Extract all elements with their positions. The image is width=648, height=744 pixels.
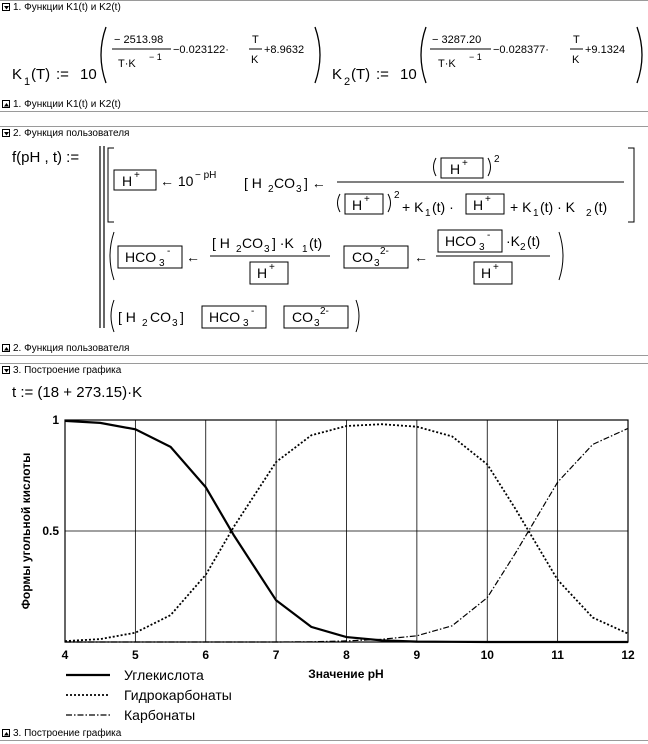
region-2-header[interactable]	[0, 126, 648, 140]
svg-text:H: H	[450, 161, 461, 177]
svg-text:+: +	[134, 170, 140, 181]
k2-den-exp: − 1	[469, 52, 482, 62]
region-2-footer-title: 2. Функция пользователя	[13, 343, 130, 354]
x-tick-label: 9	[413, 648, 421, 662]
svg-text:(t): (t)	[309, 235, 323, 251]
svg-text:1: 1	[302, 244, 308, 255]
k2-denominator: T·K	[438, 58, 456, 70]
svg-text:+: +	[462, 158, 468, 169]
region-3-footer-title: 3. Построение графика	[13, 728, 122, 739]
region-3-header[interactable]	[0, 363, 648, 377]
svg-text:2-: 2-	[380, 246, 389, 257]
svg-text:+: +	[493, 262, 499, 273]
svg-text:←: ←	[186, 249, 200, 265]
k1-den-exp: − 1	[149, 52, 162, 62]
k2-base: 10	[400, 66, 417, 83]
y-axis-label: Формы угольной кислоты	[19, 452, 33, 610]
x-tick-label: 6	[202, 648, 210, 662]
chart-legend	[66, 667, 232, 723]
svg-text:2: 2	[236, 244, 242, 255]
k2-numerator: − 3287.20	[432, 34, 482, 46]
svg-text:] ←: ] ←	[304, 175, 326, 191]
svg-text:+: +	[485, 194, 491, 205]
svg-text:2: 2	[586, 208, 592, 219]
user-function-program[interactable]	[0, 142, 648, 338]
svg-text:H: H	[122, 173, 133, 189]
svg-text:2: 2	[142, 318, 148, 329]
chart-grid	[65, 420, 628, 642]
region-1-title: 1. Функции K1(t) и K2(t)	[13, 2, 121, 13]
expand-triangle-icon[interactable]	[2, 729, 10, 737]
k1-assign: :=	[56, 66, 69, 83]
region-3-title: 3. Построение графика	[13, 365, 122, 376]
k2-t-num: T	[573, 34, 580, 46]
k2-arg: (T)	[351, 66, 371, 83]
k1-arg: (T)	[31, 66, 51, 83]
svg-text:(t): (t)	[527, 233, 541, 249]
species-chart[interactable]	[0, 405, 648, 723]
svg-text:-: -	[487, 230, 491, 241]
legend-label: Углекислота	[124, 667, 204, 683]
k1-t-num: T	[252, 34, 259, 46]
k1-base: 10	[80, 66, 97, 83]
svg-text:[ H: [ H	[244, 175, 262, 191]
collapse-triangle-icon[interactable]	[2, 3, 10, 11]
svg-text:3: 3	[479, 242, 485, 253]
x-tick-label: 10	[480, 648, 494, 662]
svg-text:CO: CO	[352, 249, 373, 265]
svg-text:+ K: + K	[402, 199, 424, 215]
svg-text:+: +	[269, 262, 275, 273]
legend-label: Гидрокарбонаты	[124, 687, 232, 703]
svg-text:3: 3	[243, 318, 249, 329]
svg-text:3: 3	[159, 258, 165, 269]
svg-text:HCO: HCO	[209, 309, 241, 325]
svg-text:CO: CO	[292, 309, 313, 325]
region-1-footer-title: 1. Функции K1(t) и K2(t)	[13, 99, 121, 110]
legend-label: Карбонаты	[124, 707, 196, 723]
region-2-title: 2. Функция пользователя	[13, 128, 130, 139]
svg-text:3: 3	[296, 184, 302, 195]
svg-text:-: -	[251, 306, 255, 317]
k2-lhs: K	[332, 66, 343, 83]
x-tick-label: 4	[61, 648, 69, 662]
svg-text:HCO: HCO	[445, 233, 477, 249]
svg-text:-: -	[167, 246, 171, 257]
k1-k-den: K	[251, 54, 259, 66]
function-lhs: f(pH , t) :=	[12, 149, 80, 166]
svg-text:2: 2	[268, 184, 274, 195]
svg-text:CO: CO	[150, 309, 171, 325]
region-1-footer[interactable]	[0, 98, 648, 112]
k1-const: +8.9632	[264, 44, 305, 56]
k2-k-den: K	[572, 54, 580, 66]
svg-text:3: 3	[314, 318, 320, 329]
k-functions-equations[interactable]	[0, 15, 648, 97]
svg-text:H: H	[352, 197, 363, 213]
k2-const: +9.1324	[585, 44, 626, 56]
svg-text:[ H: [ H	[212, 235, 230, 251]
svg-text:3: 3	[172, 318, 178, 329]
svg-text:H: H	[481, 265, 492, 281]
k1-sub: 1	[24, 76, 31, 88]
svg-text:+ K: + K	[510, 199, 532, 215]
svg-text:1: 1	[533, 208, 539, 219]
svg-text:+: +	[364, 194, 370, 205]
k2-sub: 2	[344, 76, 351, 88]
x-axis-label: Значение pH	[308, 667, 384, 681]
svg-text:2: 2	[494, 154, 500, 165]
k1-coef: −0.023122·	[173, 44, 229, 56]
x-tick-label: 11	[551, 648, 564, 662]
k2-coef: −0.028377·	[493, 44, 549, 56]
svg-text:3: 3	[264, 244, 270, 255]
svg-text:(t) · K: (t) · K	[540, 199, 575, 215]
collapse-triangle-icon[interactable]	[2, 129, 10, 137]
svg-text:2: 2	[520, 242, 526, 253]
svg-text:1: 1	[425, 208, 431, 219]
x-tick-label: 8	[343, 648, 350, 662]
svg-text:2-: 2-	[320, 306, 329, 317]
expand-triangle-icon[interactable]	[2, 100, 10, 108]
svg-text:H: H	[257, 265, 268, 281]
region-3-footer[interactable]	[0, 727, 648, 741]
k1-denominator: T·K	[118, 58, 136, 70]
x-tick-label: 7	[272, 648, 280, 662]
svg-text:(t) ·: (t) ·	[432, 199, 454, 215]
k2-assign: :=	[376, 66, 389, 83]
svg-text:2: 2	[394, 190, 400, 201]
svg-text:CO: CO	[242, 235, 263, 251]
y-tick-label: 0.5	[42, 524, 59, 538]
k1-numerator: − 2513.98	[114, 34, 164, 46]
svg-text:[ H: [ H	[118, 309, 136, 325]
y-tick-label: 1	[52, 413, 59, 427]
svg-text:← 10: ← 10	[160, 173, 194, 189]
svg-text:←: ←	[414, 249, 428, 265]
svg-text:3: 3	[374, 258, 380, 269]
region-2-footer[interactable]	[0, 342, 648, 356]
collapse-triangle-icon[interactable]	[2, 366, 10, 374]
svg-text:HCO: HCO	[125, 249, 157, 265]
k1-lhs: K	[12, 66, 23, 83]
region-1-header[interactable]	[0, 0, 648, 14]
x-tick-label: 12	[621, 648, 635, 662]
svg-text:·K: ·K	[506, 233, 520, 249]
svg-text:CO: CO	[274, 175, 295, 191]
svg-text:(t): (t)	[594, 199, 608, 215]
x-tick-label: 5	[132, 648, 139, 662]
svg-text:H: H	[473, 197, 484, 213]
svg-text:] ·K: ] ·K	[272, 235, 294, 251]
svg-text:]: ]	[180, 309, 184, 325]
expand-triangle-icon[interactable]	[2, 344, 10, 352]
temperature-definition[interactable]: t := (18 + 273.15)·K	[12, 384, 143, 401]
svg-text:− pH: − pH	[195, 170, 217, 181]
